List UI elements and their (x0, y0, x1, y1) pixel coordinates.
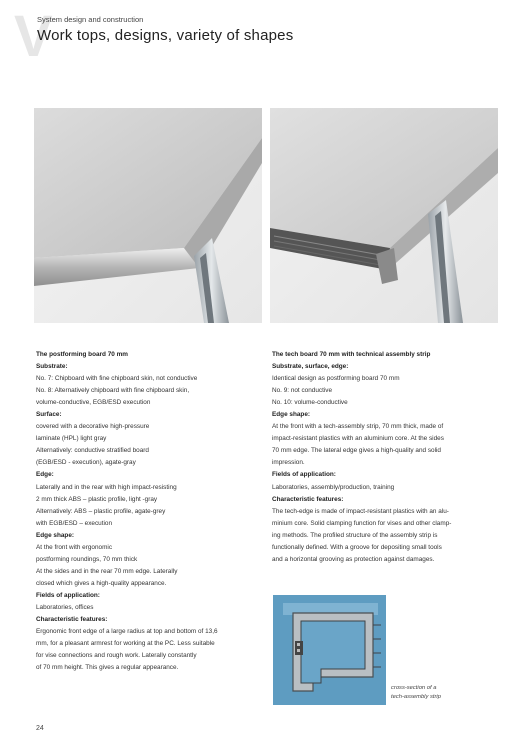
text-line: Alternatively: conductive stratified board (36, 447, 149, 455)
text-line: volume-conductive, EGB/ESD execution (36, 399, 151, 407)
text-line: No. 8: Alternatively chipboard with fine chipboard skin, (36, 387, 190, 395)
text-line: At the sides and in the rear 70 mm edge. Laterally (36, 567, 178, 575)
text-line: No. 7: Chipboard with fine chipboard skin, not conductive (36, 375, 198, 383)
text-line: postforming roundings, 70 mm thick (36, 555, 138, 563)
chapter-watermark-letter: V (14, 4, 53, 69)
page-number: 24 (36, 725, 44, 732)
section-heading: Fields of application: (272, 471, 336, 479)
text-line: Laboratories, offices (36, 603, 94, 611)
section-heading: Substrate: (36, 363, 68, 371)
text-line: No. 9: not conductive (272, 387, 333, 395)
text-line: Laboratories, assembly/production, training (272, 483, 395, 491)
text-line: ing methods. The profiled structure of the assembly strip is (272, 531, 438, 539)
text-line: Identical design as postforming board 70 mm (272, 375, 400, 383)
section-heading: Edge shape: (272, 411, 310, 419)
caption-line-2: tech-assembly strip (391, 693, 441, 700)
postforming-board-description (36, 349, 268, 674)
section-heading: Characteristic features: (36, 616, 108, 624)
text-line: The tech-edge is made of impact-resistant plastics with an alu- (272, 507, 449, 515)
tech-board-description (272, 349, 498, 566)
text-line: for vise connections and rough work. Laterally constantly (36, 652, 197, 660)
text-line: Alternatively: ABS – plastic profile, agate-grey (36, 507, 166, 515)
text-line: No. 10: volume-conductive (272, 399, 348, 407)
text-line: and a horizontal grooving as protection against damages. (272, 555, 435, 563)
text-line: covered with a decorative high-pressure (36, 423, 150, 431)
text-line: closed which gives a high-quality appearance. (36, 579, 167, 587)
text-line: Ergonomic front edge of a large radius at top and bottom of 13,6 (36, 628, 218, 636)
text-line: 2 mm thick ABS – plastic profile, light -gray (36, 495, 158, 503)
diagram-caption (391, 684, 441, 701)
tech-board-photo (270, 108, 498, 323)
text-line: minium core. Solid clamping function for vises and other clamp- (272, 519, 452, 527)
text-line: functionally defined. With a groove for depositing small tools (272, 543, 442, 551)
section-kicker: System design and construction (37, 15, 144, 24)
text-line: 70 mm edge. The lateral edge gives a high-quality and solid (272, 447, 441, 455)
section-heading: Characteristic features: (272, 495, 344, 503)
cross-section-diagram (273, 595, 386, 705)
section-heading: Edge shape: (36, 531, 74, 539)
text-line: Laterally and in the rear with high impact-resisting (36, 483, 177, 491)
text-line: impression. (272, 459, 305, 467)
text-line: (EGB/ESD - execution), agate-gray (36, 459, 136, 467)
section-heading: Substrate, surface, edge: (272, 363, 349, 371)
section-heading: The postforming board 70 mm (36, 351, 128, 358)
postforming-board-photo (34, 108, 262, 323)
text-line: with EGB/ESD – execution (36, 519, 113, 527)
section-heading: Surface: (36, 411, 62, 419)
page-title: Work tops, designs, variety of shapes (37, 27, 294, 44)
section-heading: Edge: (36, 471, 54, 479)
caption-line-1: cross-section of a (391, 685, 437, 691)
section-heading: The tech board 70 mm with technical assembly strip (272, 351, 431, 358)
text-line: At the front with ergonomic (36, 543, 113, 551)
text-line: mm, for a pleasant armrest for working at the PC. Less suitable (36, 640, 215, 648)
text-line: impact-resistant plastics with an aluminium core. At the sides (272, 435, 444, 443)
text-line: of 70 mm height. This gives a regular appearance. (36, 664, 179, 672)
section-heading: Fields of application: (36, 591, 100, 599)
text-line: laminate (HPL) light gray (36, 435, 107, 443)
text-line: At the front with a tech-assembly strip, 70 mm thick, made of (272, 423, 444, 431)
